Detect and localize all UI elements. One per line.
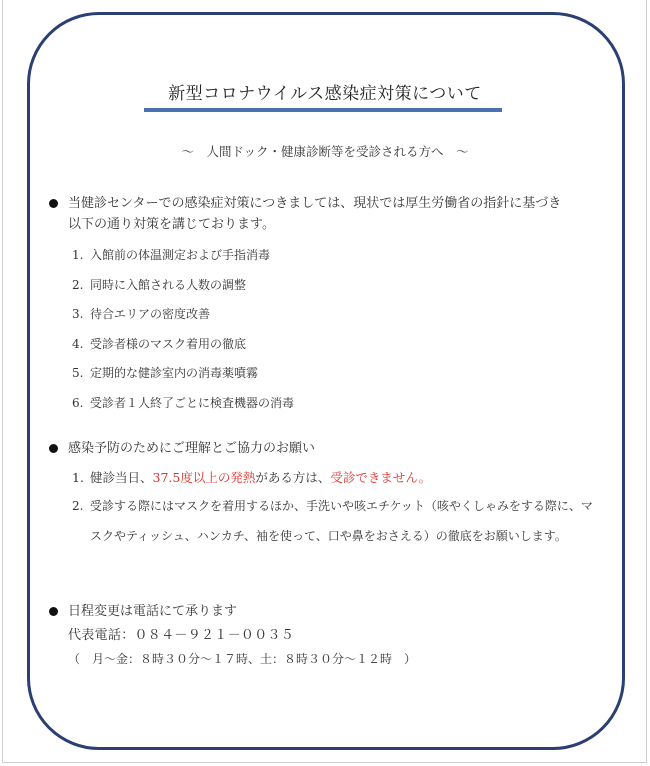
item-text: 健診当日、 — [90, 470, 153, 485]
item-text: 受診者１人終了ごとに検査機器の消毒 — [90, 396, 295, 410]
item-text: 定期的な健診室内の消毒薬噴霧 — [90, 366, 259, 380]
item-number: 5. — [72, 366, 84, 380]
item-text: 同時に入館される人数の調整 — [90, 278, 247, 292]
item-number: 3. — [72, 307, 84, 321]
item-number: 1. — [72, 248, 84, 262]
section3-heading: 日程変更は電話にて承ります — [68, 604, 238, 619]
subtitle: ～ 人間ドック・健康診断等を受診される方へ ～ — [181, 144, 469, 159]
section1-intro-line2: 以下の通り対策を講じております。 — [68, 217, 275, 232]
list-item — [72, 364, 258, 381]
fever-threshold: 37.5 — [152, 470, 181, 485]
list-item — [72, 276, 246, 293]
business-hours: （ 月～金：８時３０分～１７時、土：８時３０分～１２時 ） — [68, 652, 417, 666]
item-text: 受診者様のマスク着用の徹底 — [90, 337, 247, 351]
cannot-attend-text: 受診できません。 — [330, 470, 432, 485]
bullet-icon — [49, 607, 58, 616]
section1-intro — [68, 193, 561, 235]
list-item — [72, 468, 431, 486]
item-number: 4. — [72, 337, 84, 351]
item-number: 1. — [72, 470, 84, 485]
item-text: がある方は、 — [255, 470, 331, 485]
fever-text: 度以上の発熱 — [180, 470, 256, 485]
list-item — [72, 335, 246, 352]
item-number: 2. — [72, 499, 84, 513]
item-number: 6. — [72, 396, 84, 410]
list-item — [72, 305, 210, 322]
item-text: 受診する際にはマスクを着用するほか、手洗いや咳エチケット（咳やくしゃみをする際に、マスクやティッシュ、ハンカチ、袖を使って、口や鼻をおさえる）の徹底をお願いします。 — [90, 499, 593, 543]
item-text: 入館前の体温測定および手指消毒 — [90, 248, 271, 262]
phone-number: 代表電話：０８４－９２１－００３５ — [68, 628, 295, 643]
list-item — [72, 394, 294, 411]
title-underline — [144, 108, 502, 112]
bullet-icon — [49, 199, 58, 208]
bullet-icon — [49, 444, 58, 453]
section1-intro-line1: 当健診センターでの感染症対策につきましては、現状では厚生労働省の指針に基づき — [68, 196, 562, 211]
page-title: 新型コロナウイルス感染症対策について — [168, 84, 482, 104]
item-number: 2. — [72, 278, 84, 292]
list-item — [72, 246, 270, 263]
list-item — [72, 491, 602, 551]
item-text: 待合エリアの密度改善 — [90, 307, 211, 321]
section2-heading: 感染予防のためにご理解とご協力のお願い — [68, 441, 316, 456]
